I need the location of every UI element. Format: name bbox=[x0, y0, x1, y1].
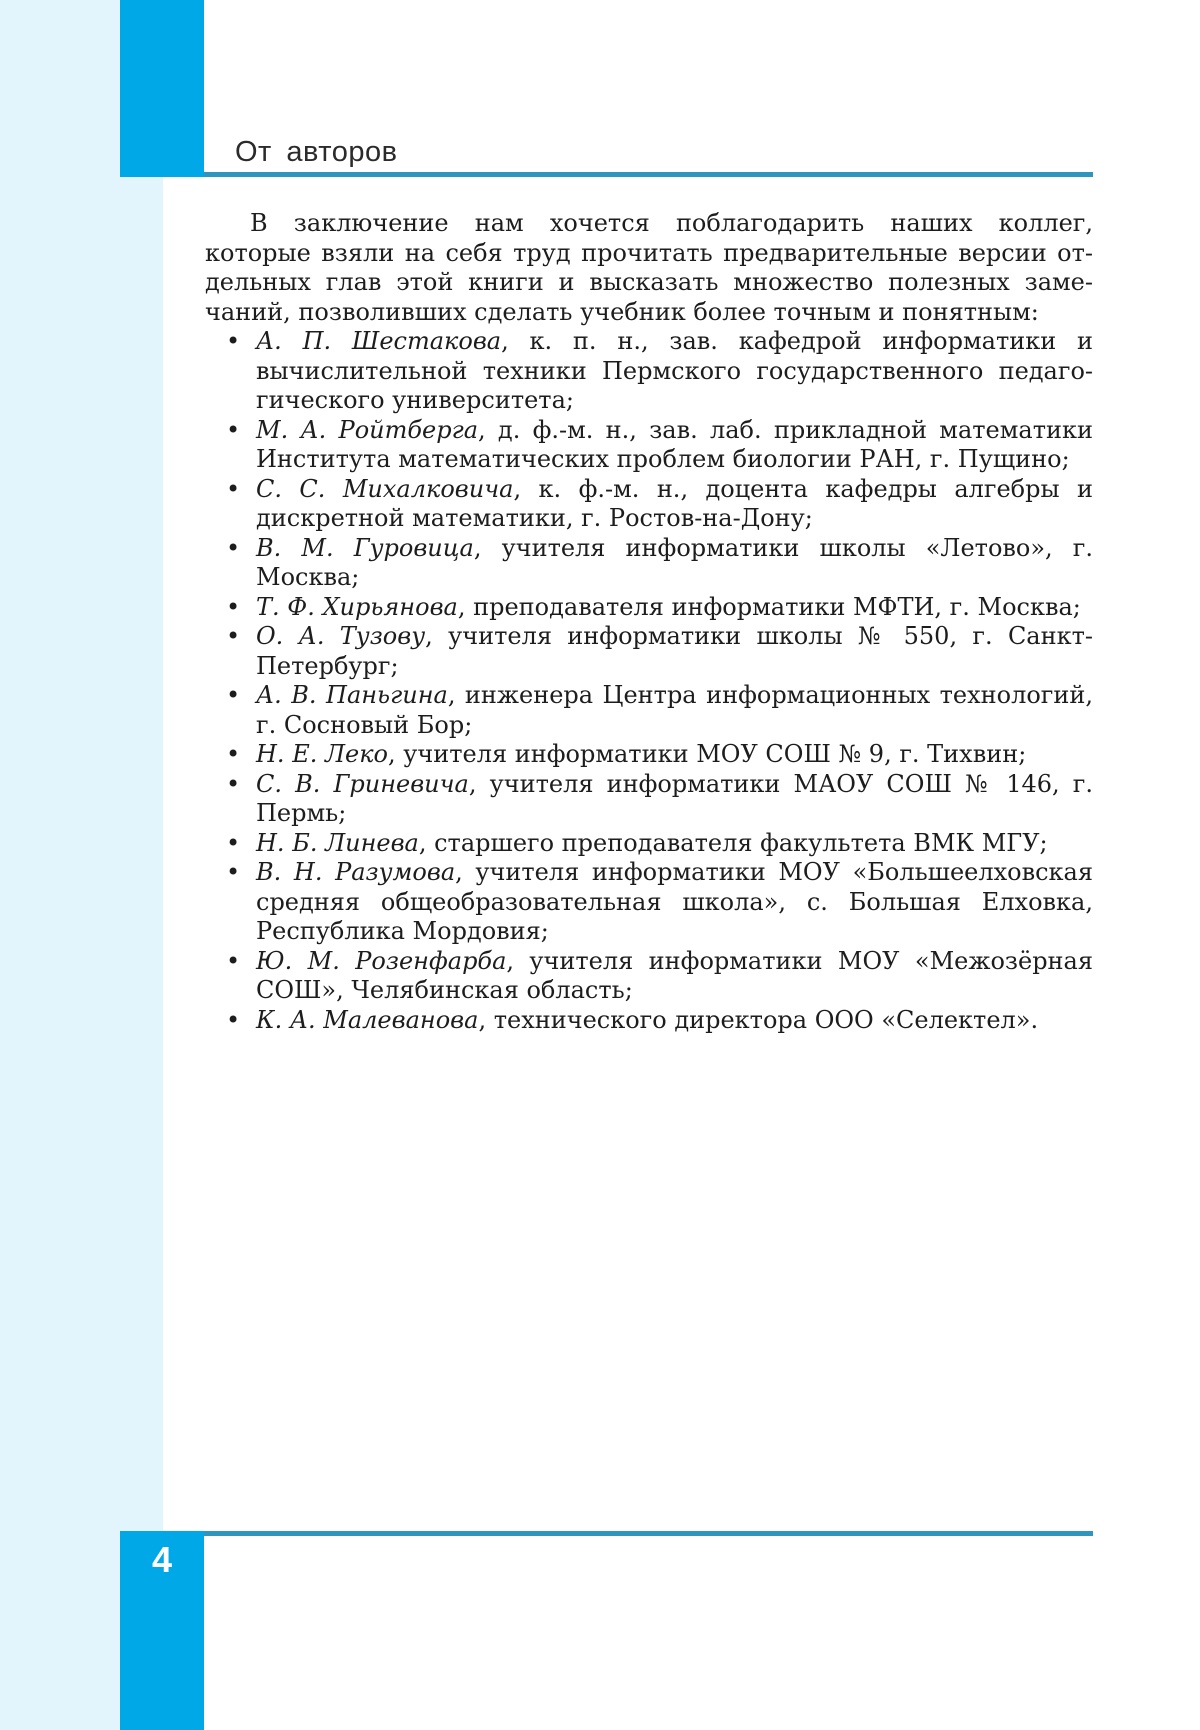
person-description: , к. п. н., зав. кафедрой информатики и вычислительной техники Пермского государственного педагогического университета; bbox=[256, 327, 1093, 414]
person-description: , учителя информатики МОУ «Большеелховская средняя общеобразовательная школа», с. Большая Елховка, Республика Мордовия; bbox=[256, 858, 1093, 945]
list-item bbox=[205, 770, 1093, 829]
acknowledgement-list bbox=[205, 327, 1093, 1035]
person-description: , старшего преподавателя факультета ВМК МГУ; bbox=[418, 828, 1048, 857]
person-name: О. А. Тузову bbox=[256, 622, 426, 650]
list-item bbox=[205, 534, 1093, 593]
page-body bbox=[205, 209, 1093, 1035]
person-name: С. С. Михалковича bbox=[256, 474, 514, 503]
list-item bbox=[205, 327, 1093, 416]
person-name: А. П. Шестакова bbox=[256, 327, 502, 355]
intro-paragraph: В заключение нам хочется поблагодарить наших коллег, которые взяли на себя труд прочитать предварительные версии отдельных глав этой книги и высказать множество полезных замечаний, позволивших сделать учебник более точным и понятным: bbox=[205, 209, 1093, 326]
person-name: Н. Е. Леко bbox=[256, 740, 388, 768]
person-name: В. М. Гуровица bbox=[256, 533, 474, 562]
left-margin-band-footer bbox=[0, 1531, 120, 1730]
person-description: , учителя информатики школы № 550, г. Санкт-Петербург; bbox=[256, 622, 1093, 680]
list-item bbox=[205, 416, 1093, 475]
footer-rule bbox=[204, 1531, 1093, 1536]
person-name: А. В. Паньгина bbox=[256, 681, 448, 709]
person-description: , инженера Центра информационных технологий, г. Сосновый Бор; bbox=[256, 681, 1093, 739]
person-description: , технического директора ООО «Селектел». bbox=[478, 1005, 1039, 1034]
person-description: , учителя информатики МОУ СОШ № 9, г. Тихвин; bbox=[387, 740, 1027, 768]
person-name: В. Н. Разумова bbox=[256, 858, 456, 886]
chapter-color-tab bbox=[120, 0, 204, 177]
person-name: Н. Б. Линева bbox=[256, 828, 419, 857]
page-number: 4 bbox=[151, 1539, 173, 1580]
person-description: , учителя информатики МАОУ СОШ № 146, г. Пермь; bbox=[256, 769, 1094, 827]
person-name: М. А. Ройтберга bbox=[256, 415, 479, 444]
page-number-box bbox=[120, 1531, 204, 1730]
person-description: , учителя информатики школы «Летово», г. Москва; bbox=[256, 533, 1093, 591]
list-item bbox=[205, 475, 1093, 534]
person-name: С. В. Гриневича bbox=[256, 769, 469, 798]
list-item bbox=[205, 593, 1093, 623]
list-item bbox=[205, 740, 1093, 770]
list-item bbox=[205, 947, 1093, 1006]
page-title: От авторов bbox=[235, 136, 398, 168]
person-name: Т. Ф. Хирьянова bbox=[256, 592, 458, 621]
person-name: К. А. Малеванова bbox=[256, 1005, 479, 1034]
person-description: , к. ф.-м. н., доцента кафедры алгебры и дискретной математики, г. Ростов-на-Дону; bbox=[256, 474, 1094, 532]
person-description: , д. ф.-м. н., зав. лаб. прикладной математики Института математических проблем биологии РАН, г. Пущино; bbox=[256, 415, 1094, 473]
header-rule bbox=[204, 172, 1093, 177]
person-description: , учителя информатики МОУ «Межозёрная СОШ», Челябинская область; bbox=[256, 946, 1093, 1004]
list-item bbox=[205, 829, 1093, 859]
list-item bbox=[205, 622, 1093, 681]
list-item bbox=[205, 858, 1093, 947]
person-name: Ю. М. Розенфарба bbox=[256, 946, 507, 975]
left-margin-band bbox=[0, 0, 163, 1531]
person-description: , преподавателя информатики МФТИ, г. Москва; bbox=[457, 592, 1081, 621]
list-item bbox=[205, 1006, 1093, 1036]
list-item bbox=[205, 681, 1093, 740]
